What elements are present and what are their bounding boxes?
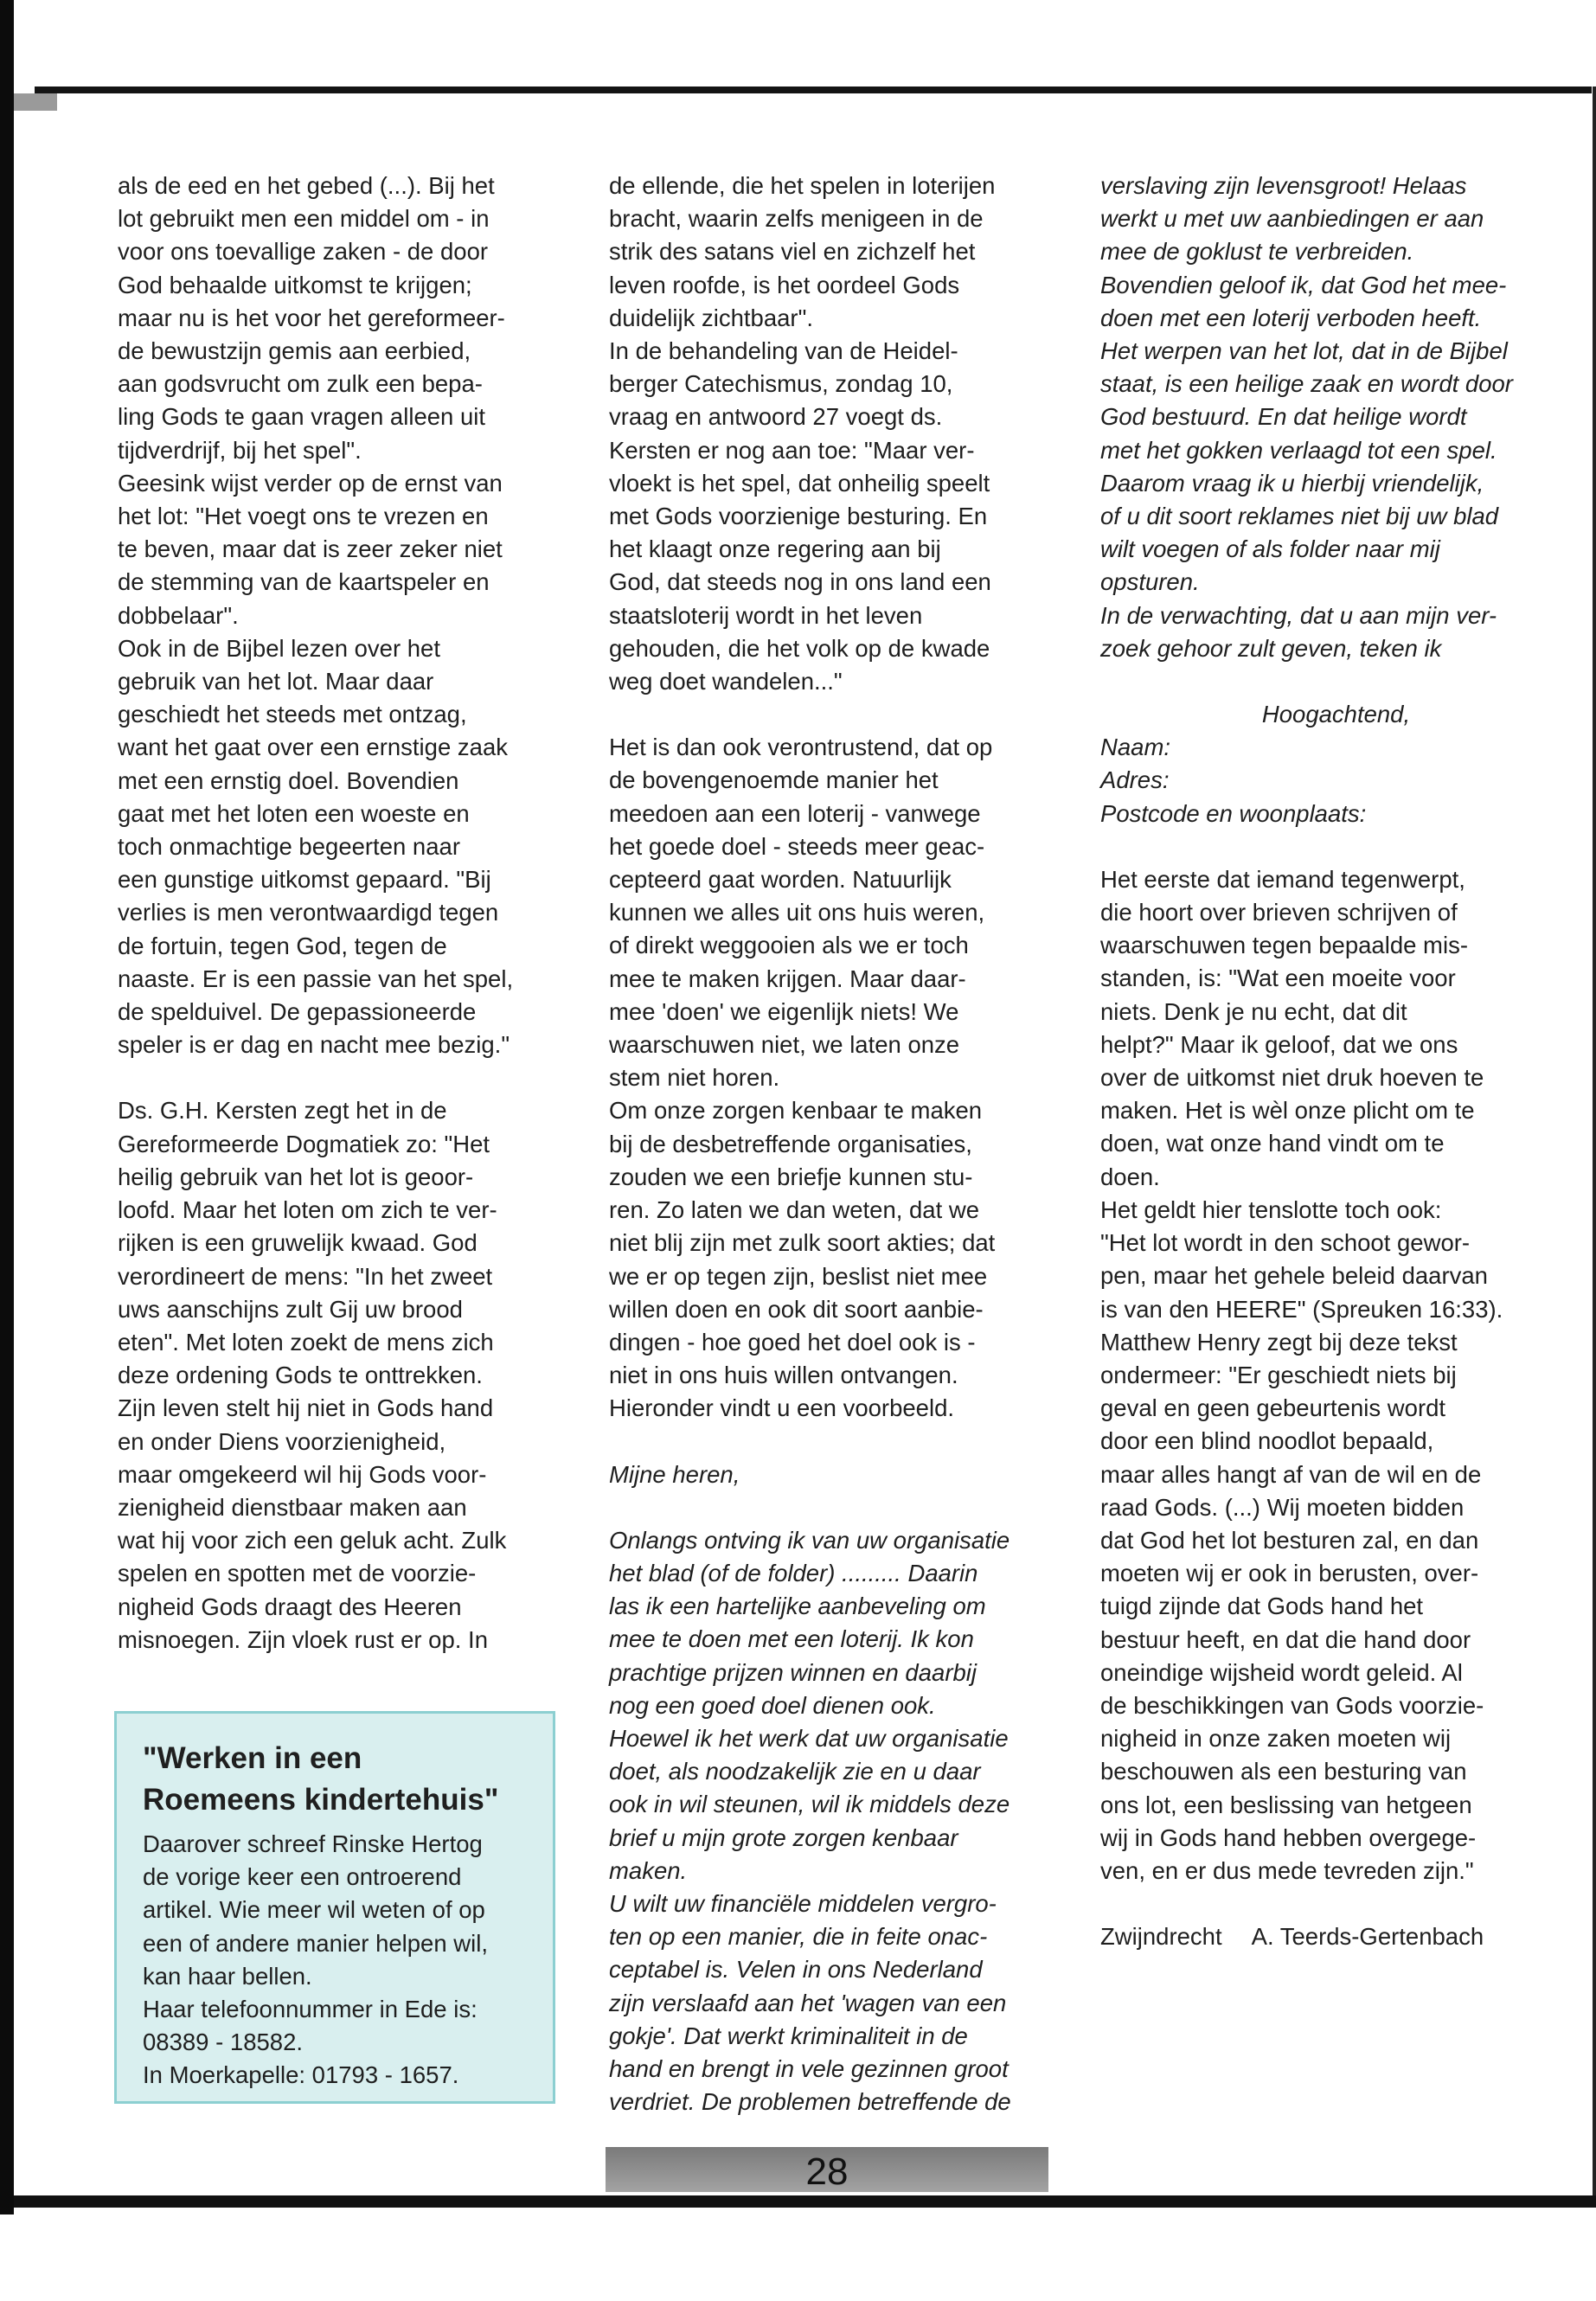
- paragraph-gap: [118, 1061, 567, 1094]
- letter-salutation: Mijne heren,: [609, 1460, 740, 1488]
- column-2-paragraph-2: Het is dan ook verontrustend, dat op de bovengenoemde manier het meedoen aan een loterij - vanwege het goede doel - steeds meer geac- cepteerd gaat worden. Natuurlijk kunnen we alles uit ons huis weren, of direkt weggooien als we er toch mee te maken krijgen. Maar daar- mee 'doen' we eigenlijk niets! We waarschuwen niet, we laten onze stem niet horen. Om onze zorgen kenbaar te maken bij de desbetreffende organisaties, zouden we een briefje kunnen stu- ren. Zo laten we dan weten, dat we niet blij zijn met zulk soort akties; dat we er op tegen zijn, beslist niet mee willen doen en ook dit soort aanbie- dingen - hoe goed het doel ook is - niet in ons huis willen ontvangen. Hieronder vindt u een voorbeeld.: [609, 734, 996, 1422]
- scan-edge-right: [1593, 87, 1596, 2208]
- paragraph-gap: [609, 698, 1059, 731]
- letter-body: Onlangs ontving ik van uw organisatie het blad (of de folder) ......... Daarin las ik een hartelijke aanbeveling om mee te doen met een loterij. Ik kon prachtige prijzen winnen en daarbij nog een goed doel dienen ook. Hoewel ik het werk dat uw organisatie doet, als noodzakelijk zie en u daar ook in wil steunen, wil ik middels deze brief u mijn grote zorgen kenbaar maken. U wilt uw financiële middelen vergro- ten op een manier, die in feite onac- ceptabel is. Velen in ons Nederland zijn verslaafd aan het 'wagen van een gokje'. Dat werkt kriminaliteit in de hand en brengt in vele gezinnen groot verdriet. De problemen betreffende de: [609, 1526, 1011, 2116]
- info-box-title: "Werken in een Roemeens kindertehuis": [143, 1741, 499, 1817]
- paragraph-gap: [609, 1426, 1059, 1458]
- paragraph-gap: [609, 1491, 1059, 1524]
- column-1: [118, 170, 567, 1657]
- info-box: [114, 1711, 555, 2104]
- paragraph-gap: [1100, 1888, 1572, 1920]
- signature-name: A. Teerds-Gertenbach: [1251, 1923, 1484, 1951]
- letter-closing: Hoogachtend,: [1261, 701, 1411, 728]
- column-2-paragraph-1: de ellende, die het spelen in loterijen bracht, waarin zelfs menigeen in de strik des satans viel en zichzelf het leven roofde, is het oordeel Gods duidelijk zichtbaar". In de behandeling van de Heidel- berger Catechismus, zondag 10, vraag en antwoord 27 voegt ds. Kersten er nog aan toe: "Maar ver- vloekt is het spel, dat onheilig speelt met Gods voorzienige besturing. En het klaagt onze regering aan bij God, dat steeds nog in ons land een staatsloterij wordt in het leven gehouden, die het volk op de kwade weg doet wandelen...": [609, 172, 996, 695]
- signature-place: Zwijndrecht: [1100, 1923, 1222, 1951]
- page-number-bar: [606, 2147, 1048, 2192]
- scan-edge-bottom: [14, 2195, 1596, 2208]
- column-1-paragraph-2: Ds. G.H. Kersten zegt het in de Gereformeerde Dogmatiek zo: "Het heilig gebruik van het lot is geoor- loofd. Maar het loten om zich te ver- rijken is een gruwelijk kwaad. God verordineert de mens: "In het zweet uws aanschijns zult Gij uw brood eten". Met loten zoekt de mens zich deze ordening Gods te onttrekken. Zijn leven stelt hij niet in Gods hand en onder Diens voorzienigheid, maar omgekeerd wil hij Gods voor- zienigheid dienstbaar maken aan wat hij voor zich een geluk acht. Zulk spelen en spotten met de voorzie- nigheid Gods draagt des Heeren misnoegen. Zijn vloek rust er op. In: [118, 1097, 507, 1653]
- page-number: 28: [805, 2150, 849, 2193]
- paragraph-gap: [1100, 830, 1572, 863]
- scan-edge-left: [0, 0, 14, 2214]
- letter-body-continued: verslaving zijn levensgroot! Helaas werkt u met uw aanbiedingen er aan mee de goklust te verbreiden. Bovendien geloof ik, dat God het mee- doen met een loterij verboden heeft. Het werpen van het lot, dat in de Bijbel staat, is een heilige zaak en wordt door God bestuurd. En dat heilige wordt met het gokken verlaagd tot een spel. Daarom vraag ik u hierbij vriendelijk, of u dit soort reklames niet bij uw blad wilt voegen of als folder naar mij opsturen. In de verwachting, dat u aan mijn ver- zoek gehoor zult geven, teken ik: [1100, 172, 1513, 662]
- signature: [1100, 1920, 1572, 1953]
- info-box-body: Daarover schreef Rinske Hertog de vorige keer een ontroerend artikel. Wie meer wil weten of op een of andere manier helpen wil, kan haar bellen. Haar telefoonnummer in Ede is: 08389 - 18582. In Moerkapelle: 01793 - 1657.: [143, 1830, 489, 2089]
- paragraph-gap: [1100, 665, 1572, 698]
- column-2: [609, 170, 1059, 2118]
- scan-corner-shadow: [14, 93, 57, 111]
- scan-edge-top: [35, 87, 1592, 93]
- letter-fields: Naam: Adres: Postcode en woonplaats:: [1100, 734, 1367, 827]
- column-3-paragraph-1: Het eerste dat iemand tegenwerpt, die hoort over brieven schrijven of waarschuwen tegen bepaalde mis- standen, is: "Wat een moeite voor niets. Denk je nu echt, dat dit helpt?" Maar ik geloof, dat we ons over de uitkomst niet druk hoeven te maken. Het is wèl onze plicht om te doen, wat onze hand vindt om te doen. Het geldt hier tenslotte toch ook: "Het lot wordt in den schoot gewor- pen, maar het gehele beleid daarvan is van den HEERE" (Spreuken 16:33). Matthew Henry zegt bij deze tekst ondermeer: "Er geschiedt niets bij geval en geen gebeurtenis wordt door een blind noodlot bepaald, maar alles hangt af van de wil en de raad Gods. (...) Wij moeten bidden dat God het lot besturen zal, en dan moeten wij er ook in berusten, over- tuigd zijnde dat Gods hand het bestuur heeft, en dat die hand door oneindige wijsheid wordt geleid. Al de beschikkingen van Gods voorzie- nigheid in onze zaken moeten wij beschouwen als een besturing van ons lot, een beslissing van hetgeen wij in Gods hand hebben overgege- ven, en er dus mede tevreden zijn.": [1100, 865, 1503, 1884]
- column-1-paragraph-1: als de eed en het gebed (...). Bij het lot gebruikt men een middel om - in voor ons toevallige zaken - de door God behaalde uitkomst te krijgen; maar nu is het voor het gereformeer- de bewustzijn gemis aan eerbied, aan godsvrucht om zulk een bepa- ling Gods te gaan vragen alleen uit tijdverdrijf, bij het spel". Geesink wijst verder op de ernst van het lot: "Het voegt ons te vrezen en te beven, maar dat is zeer zeker niet de stemming van de kaartspeler en dobbelaar". Ook in de Bijbel lezen over het gebruik van het lot. Maar daar geschiedt het steeds met ontzag, want het gaat over een ernstige zaak met een ernstig doel. Bovendien gaat met het loten een woeste en toch onmachtige begeerten naar een gunstige uitkomst gepaard. "Bij verlies is men verontwaardigd tegen de fortuin, tegen God, tegen de naaste. Er is een passie van het spel, de spelduivel. De gepassioneerde speler is er dag en nacht mee bezig.": [118, 172, 514, 1059]
- column-3: [1100, 170, 1572, 1953]
